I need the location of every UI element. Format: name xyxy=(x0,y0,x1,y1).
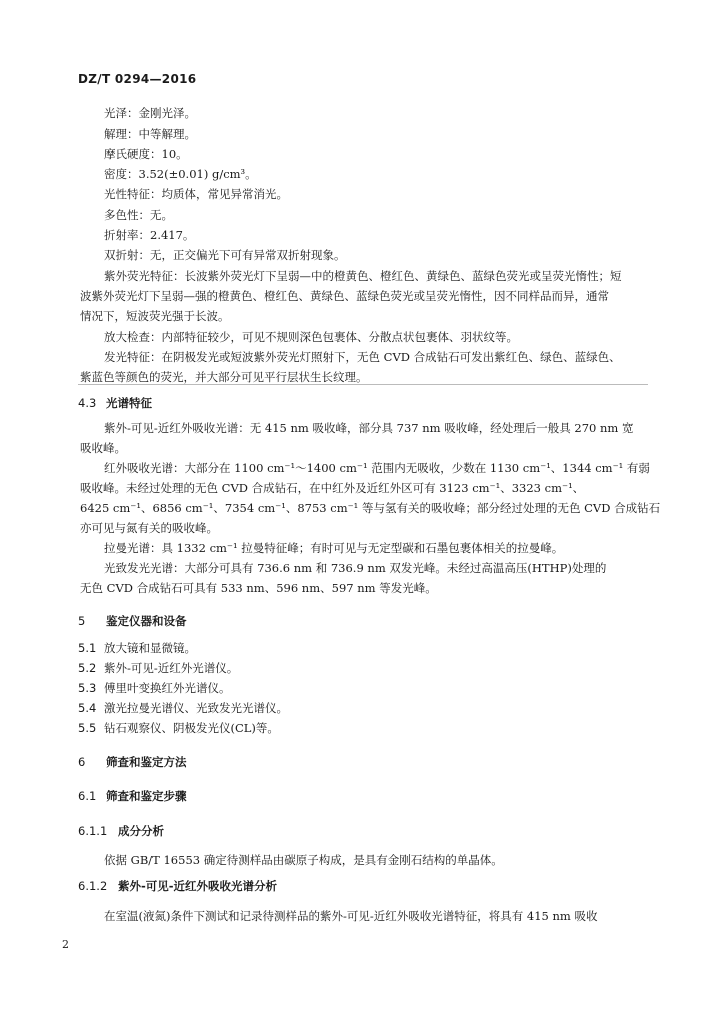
property-density: 密度：3.52(±0.01) g/cm³。 xyxy=(104,167,257,181)
section-number: 4.3 xyxy=(78,396,97,410)
ir-line-1: 红外吸收光谱：大部分在 1100 cm⁻¹～1400 cm⁻¹ 范围内无吸收，少数在 1130 cm⁻¹、1344 cm⁻¹ 有弱 xyxy=(104,461,650,475)
uv-analysis-text: 在室温(液氮)条件下测试和记录待测样品的紫外-可见-近红外吸收光谱特征，将具有 415 nm 吸收 xyxy=(104,909,598,923)
ir-line-2: 吸收峰。未经过处理的无色 CVD 合成钻石，在中红外及近红外区可有 3123 cm⁻¹、3323 cm⁻¹、 xyxy=(80,481,585,495)
property-refractive-index: 折射率：2.417。 xyxy=(104,228,195,242)
item-number: 5.4 xyxy=(78,701,97,715)
fluorescence-line-1: 紫外荧光特征：长波紫外荧光灯下呈弱—中的橙黄色、橙红色、黄绿色、蓝绿色荧光或呈荧光惰性；短 xyxy=(104,269,622,283)
item-text: 激光拉曼光谱仪、光致发光光谱仪。 xyxy=(104,701,288,715)
section-6-1-heading xyxy=(78,788,187,804)
fluorescence-line-2: 波紫外荧光灯下呈弱—强的橙黄色、橙红色、黄绿色、蓝绿色荧光或呈荧光惰性，因不同样品而异，通常 xyxy=(80,289,609,303)
luminescence-line-2: 紫蓝色等颜色的荧光，并大部分可见平行层状生长纹理。 xyxy=(80,370,368,384)
fluorescence-line-3: 情况下，短波荧光强于长波。 xyxy=(80,309,230,323)
section-number: 5 xyxy=(78,614,86,628)
section-number: 6 xyxy=(78,755,86,769)
section-title: 鉴定仪器和设备 xyxy=(106,614,187,628)
property-birefringence: 双折射：无，正交偏光下可有异常双折射现象。 xyxy=(104,248,346,262)
standard-code: DZ/T 0294—2016 xyxy=(78,72,197,86)
section-title: 成分分析 xyxy=(118,824,164,838)
item-text: 放大镜和显微镜。 xyxy=(104,641,196,655)
property-luster: 光泽：金刚光泽。 xyxy=(104,106,196,120)
instrument-item xyxy=(78,700,288,716)
section-title: 筛查和鉴定方法 xyxy=(106,755,187,769)
section-title: 筛查和鉴定步骤 xyxy=(106,789,187,803)
instrument-item xyxy=(78,640,196,656)
pl-line-2: 无色 CVD 合成钻石可具有 533 nm、596 nm、597 nm 等发光峰。 xyxy=(80,581,437,595)
property-cleavage: 解理：中等解理。 xyxy=(104,127,196,141)
property-pleochroism: 多色性：无。 xyxy=(104,208,173,222)
pl-line-1: 光致发光光谱：大部分可具有 736.6 nm 和 736.9 nm 双发光峰。未经过高温高压(HTHP)处理的 xyxy=(104,561,607,575)
ir-line-3: 6425 cm⁻¹、6856 cm⁻¹、7354 cm⁻¹、8753 cm⁻¹ 等与氢有关的吸收峰；部分经过处理的无色 CVD 合成钻石 xyxy=(80,501,661,515)
item-text: 紫外-可见-近红外光谱仪。 xyxy=(104,661,239,675)
section-6-1-2-heading xyxy=(78,878,277,894)
raman-text: 拉曼光谱：具 1332 cm⁻¹ 拉曼特征峰；有时可见与无定型碳和石墨包裹体相关的拉曼峰。 xyxy=(104,541,564,555)
section-5-heading xyxy=(78,613,187,629)
item-text: 傅里叶变换红外光谱仪。 xyxy=(104,681,231,695)
composition-text: 依据 GB/T 16553 确定待测样品由碳原子构成，是具有金刚石结构的单晶体。 xyxy=(104,853,503,867)
section-title: 光谱特征 xyxy=(106,396,152,410)
section-title: 紫外-可见-近红外吸收光谱分析 xyxy=(118,879,278,893)
instrument-item xyxy=(78,660,238,676)
instrument-item xyxy=(78,680,231,696)
page-number: 2 xyxy=(62,938,69,951)
item-text: 钻石观察仪、阴极发光仪(CL)等。 xyxy=(104,721,279,735)
item-number: 5.1 xyxy=(78,641,97,655)
item-number: 5.5 xyxy=(78,721,97,735)
property-optical: 光性特征：均质体，常见异常消光。 xyxy=(104,187,288,201)
uv-vis-line-1: 紫外-可见-近红外吸收光谱：无 415 nm 吸收峰，部分具 737 nm 吸收峰，经处理后一般具 270 nm 宽 xyxy=(104,421,634,435)
section-number: 6.1.2 xyxy=(78,879,108,893)
section-4-3-heading xyxy=(78,395,152,411)
section-number: 6.1 xyxy=(78,789,97,803)
section-number: 6.1.1 xyxy=(78,824,108,838)
ir-line-4: 亦可见与氮有关的吸收峰。 xyxy=(80,521,218,535)
property-hardness: 摩氏硬度：10。 xyxy=(104,147,188,161)
magnification-text: 放大检查：内部特征较少，可见不规则深色包裹体、分散点状包裹体、羽状纹等。 xyxy=(104,330,518,344)
instrument-item xyxy=(78,720,279,736)
uv-vis-line-2: 吸收峰。 xyxy=(80,441,126,455)
luminescence-line-1: 发光特征：在阴极发光或短波紫外荧光灯照射下，无色 CVD 合成钻石可发出紫红色、绿色、蓝绿色、 xyxy=(104,350,621,364)
section-6-heading xyxy=(78,754,187,770)
item-number: 5.3 xyxy=(78,681,97,695)
item-number: 5.2 xyxy=(78,661,97,675)
section-6-1-1-heading xyxy=(78,823,164,839)
section-divider xyxy=(78,384,648,385)
